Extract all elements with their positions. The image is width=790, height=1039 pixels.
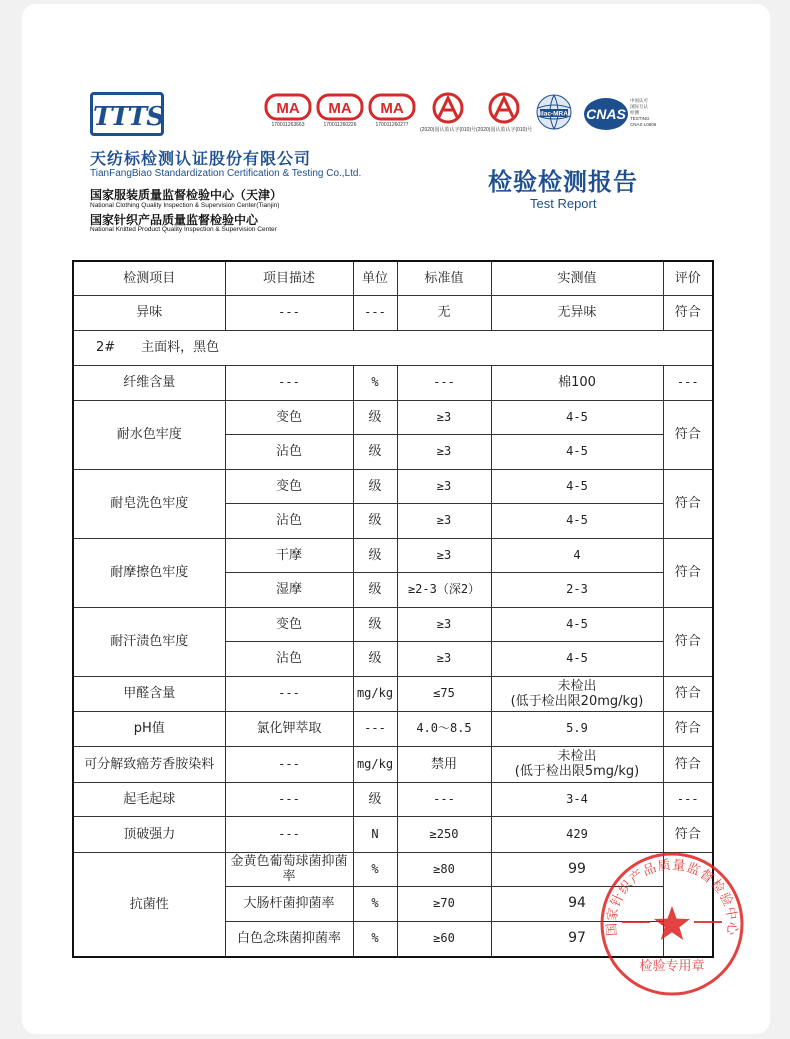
table-row: pH值 氯化钾萃取 --- 4.0～8.5 5.9 符合 — [73, 711, 713, 746]
table-row: 沾色 级 ≥3 4-5 — [73, 434, 713, 469]
table-row: 顶破强力 --- N ≥250 429 符合 — [73, 816, 713, 852]
table-row: 异味 --- --- 无 无异味 符合 — [73, 295, 713, 330]
table-row: 白色念珠菌抑菌率 % ≥60 97 — [73, 921, 713, 957]
ilac-mra-mark — [534, 92, 574, 132]
table-row: 湿摩 级 ≥2-3（深2） 2-3 — [73, 572, 713, 607]
table-row: 大肠杆菌抑菌率 % ≥70 94 — [73, 886, 713, 921]
table-row: 耐汗渍色牢度 变色 级 ≥3 4-5 符合 — [73, 607, 713, 641]
cal-mark-2 — [476, 92, 532, 133]
table-row: 耐水色牢度 变色 级 ≥3 4-5 符合 — [73, 400, 713, 434]
knitted-center-cn: 国家针织产品质量监督检验中心 — [90, 213, 259, 227]
cert-number: (2020)国认监认字(010)号 — [420, 127, 477, 133]
table-header-row — [73, 261, 713, 295]
cnas-icon — [582, 94, 674, 134]
header-item: 检测项目 — [73, 261, 225, 295]
svg-text:ilac-MRA: ilac-MRA — [540, 110, 568, 118]
svg-text:国际互认: 国际互认 — [630, 105, 648, 110]
cal-icon — [423, 92, 473, 126]
star-icon — [654, 906, 690, 940]
clothing-center-en: National Clothing Quality Inspection & Supervision Center(Tianjin) — [90, 202, 280, 209]
cert-number: 170011260226 — [323, 122, 357, 128]
company-name-en: TianFangBiao Standardization Certification & Testing Co.,Ltd. — [90, 168, 362, 179]
table-row: 可分解致癌芳香胺染料 --- mg/kg 禁用 未检出 (低于检出限5mg/kg) 符合 — [73, 746, 713, 782]
stamp-arc-text: 国家针织产品质量监督检验中心 — [604, 857, 740, 937]
clothing-center-cn: 国家服装质量监督检验中心（天津） — [90, 188, 283, 202]
inspection-stamp — [598, 850, 746, 998]
svg-text:TESTING: TESTING — [630, 116, 650, 121]
cma-text-icon: MA — [276, 100, 300, 117]
cal-mark-1 — [420, 92, 476, 133]
cert-number: 170011260277 — [375, 122, 409, 128]
report-title-en: Test Report — [530, 196, 597, 211]
table-row: 沾色 级 ≥3 4-5 — [73, 503, 713, 538]
cal-icon — [479, 92, 529, 126]
header-standard: 标准值 — [397, 261, 491, 295]
header-result: 实测值 — [491, 261, 663, 295]
table-row: 纤维含量 --- % --- 棉100 --- — [73, 365, 713, 400]
cma-mark-2 — [316, 92, 364, 128]
knitted-center-en: National Knitted Product Quality Inspection & Supervision Center — [90, 226, 277, 233]
cma-mark-3 — [368, 92, 416, 128]
svg-text:MA: MA — [380, 100, 404, 117]
cert-number: (2020)国认监认字(010)号 — [476, 127, 533, 133]
svg-text:CNAS: CNAS — [586, 106, 626, 122]
table-row: 甲醛含量 --- mg/kg ≤75 未检出 (低于检出限20mg/kg) 符合 — [73, 676, 713, 711]
svg-text:检测: 检测 — [630, 111, 639, 116]
table-row: 起毛起球 --- 级 --- 3-4 --- — [73, 782, 713, 816]
ttts-logo: TTTS — [90, 92, 164, 136]
header-eval: 评价 — [663, 261, 713, 295]
svg-text:CNAS L0606: CNAS L0606 — [630, 122, 657, 127]
cnas-mark — [582, 94, 674, 134]
svg-text:MA: MA — [328, 100, 352, 117]
report-title-cn: 检验检测报告 — [488, 167, 638, 196]
table-row: 抗菌性 金黄色葡萄球菌抑菌率 % ≥80 99 — [73, 852, 713, 886]
section-label: 2# 主面料，黑色 — [73, 330, 713, 365]
svg-text:中国认可: 中国认可 — [630, 99, 648, 104]
section-row — [73, 330, 713, 365]
cert-number: 170011263663 — [271, 122, 305, 128]
stamp-bottom-text: 检验专用章 — [639, 959, 705, 974]
header-unit: 单位 — [353, 261, 397, 295]
table-row: 耐皂洗色牢度 变色 级 ≥3 4-5 符合 — [73, 469, 713, 503]
table-row: 耐摩擦色牢度 干摩 级 ≥3 4 符合 — [73, 538, 713, 572]
table-row: 沾色 级 ≥3 4-5 — [73, 641, 713, 676]
header-desc: 项目描述 — [225, 261, 353, 295]
ilac-globe-icon — [534, 92, 574, 132]
company-name-cn: 天纺标检测认证股份有限公司 — [90, 149, 312, 168]
cma-mark-1 — [264, 92, 312, 128]
